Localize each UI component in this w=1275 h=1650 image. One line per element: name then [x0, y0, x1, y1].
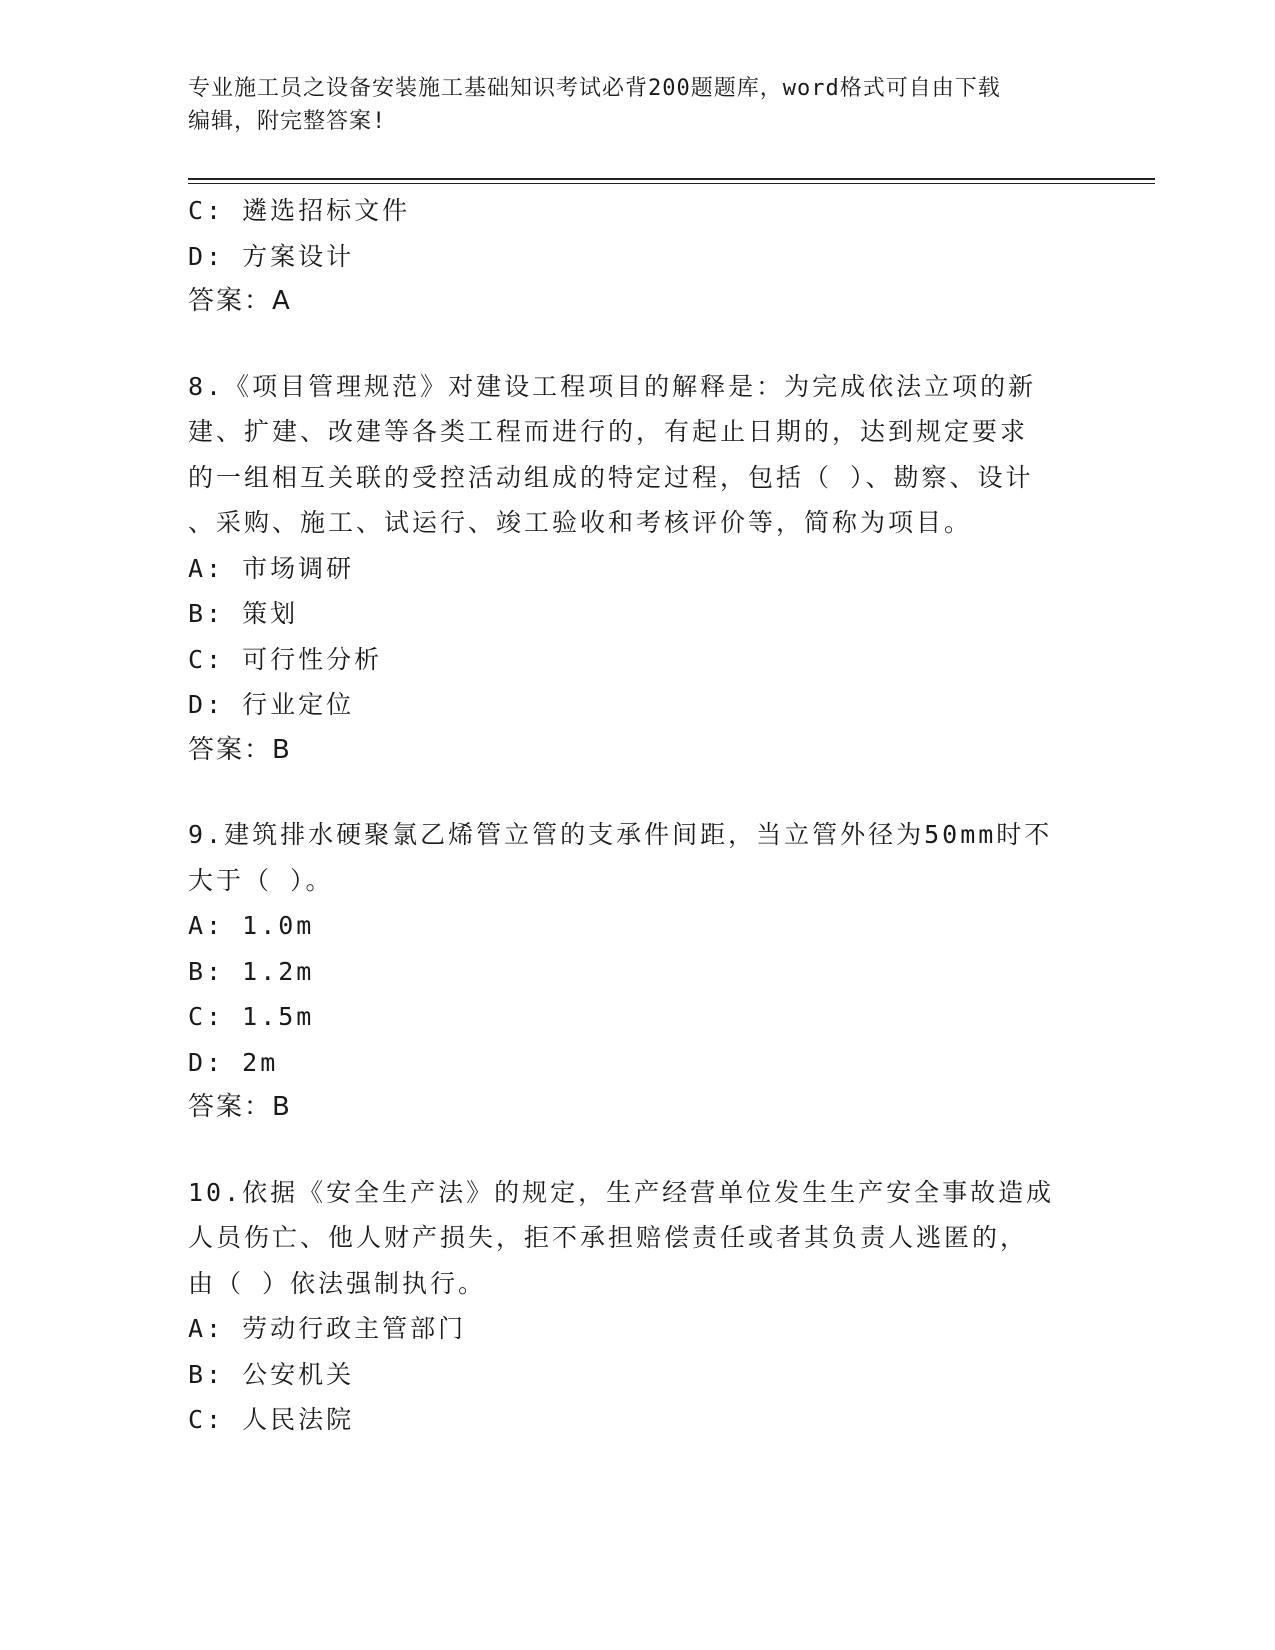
question-text-line: 8.《项目管理规范》对建设工程项目的解释是：为完成依法立项的新	[188, 371, 1037, 401]
option-c: C: 可行性分析	[188, 644, 383, 674]
question-8	[188, 364, 1088, 774]
option-b: B: 策划	[188, 599, 299, 628]
question-text-line: 大于（ ）。	[188, 865, 334, 895]
question-text-line: 人员伤亡、他人财产损失，拒不承担赔偿责任或者其负责人逃匿的，	[188, 1223, 1029, 1252]
question-text-line: 建、扩建、改建等各类工程而进行的，有起止日期的，达到规定要求	[188, 417, 1029, 446]
question-9	[188, 812, 1088, 1131]
option-c: C: 遴选招标文件	[188, 196, 411, 225]
answer-line: 答案：B	[188, 734, 292, 765]
option-b: B: 公安机关	[188, 1359, 355, 1389]
document-body	[188, 188, 1088, 1443]
option-a: A: 劳动行政主管部门	[188, 1314, 467, 1343]
header-line-1: 专业施工员之设备安装施工基础知识考试必背200题题库，word格式可自由下载	[188, 76, 1001, 101]
question-10	[188, 1170, 1088, 1443]
option-d: D: 2m	[188, 1047, 279, 1077]
header-divider-thin	[188, 183, 1155, 184]
question-text-line: 10.依据《安全生产法》的规定，生产经营单位发生生产安全事故造成	[188, 1177, 1055, 1207]
option-c: C: 1.5m	[188, 1002, 315, 1031]
question-text-line: 、采购、施工、试运行、竣工验收和考核评价等，简称为项目。	[188, 508, 973, 537]
option-a: A: 1.0m	[188, 911, 315, 940]
question-text-line: 由（ ）依法强制执行。	[188, 1268, 487, 1298]
answer-line: 答案：B	[188, 1092, 292, 1122]
option-a: A: 市场调研	[188, 553, 355, 583]
option-d: D: 方案设计	[188, 241, 355, 271]
option-c: C: 人民法院	[188, 1405, 355, 1434]
question-text-line: 9.建筑排水硬聚氯乙烯管立管的支承件间距，当立管外径为50mm时不	[188, 820, 1053, 849]
question-text-line: 的一组相互关联的受控活动组成的特定过程，包括（ ）、勘察、设计	[188, 462, 1034, 492]
question-7-tail	[188, 188, 1088, 325]
option-d: D: 行业定位	[188, 690, 355, 719]
header-divider-thick	[188, 178, 1155, 180]
header-line-2: 编辑，附完整答案!	[188, 109, 387, 134]
option-b: B: 1.2m	[188, 956, 315, 986]
answer-line: 答案：A	[188, 286, 292, 316]
page-header	[188, 72, 1088, 138]
